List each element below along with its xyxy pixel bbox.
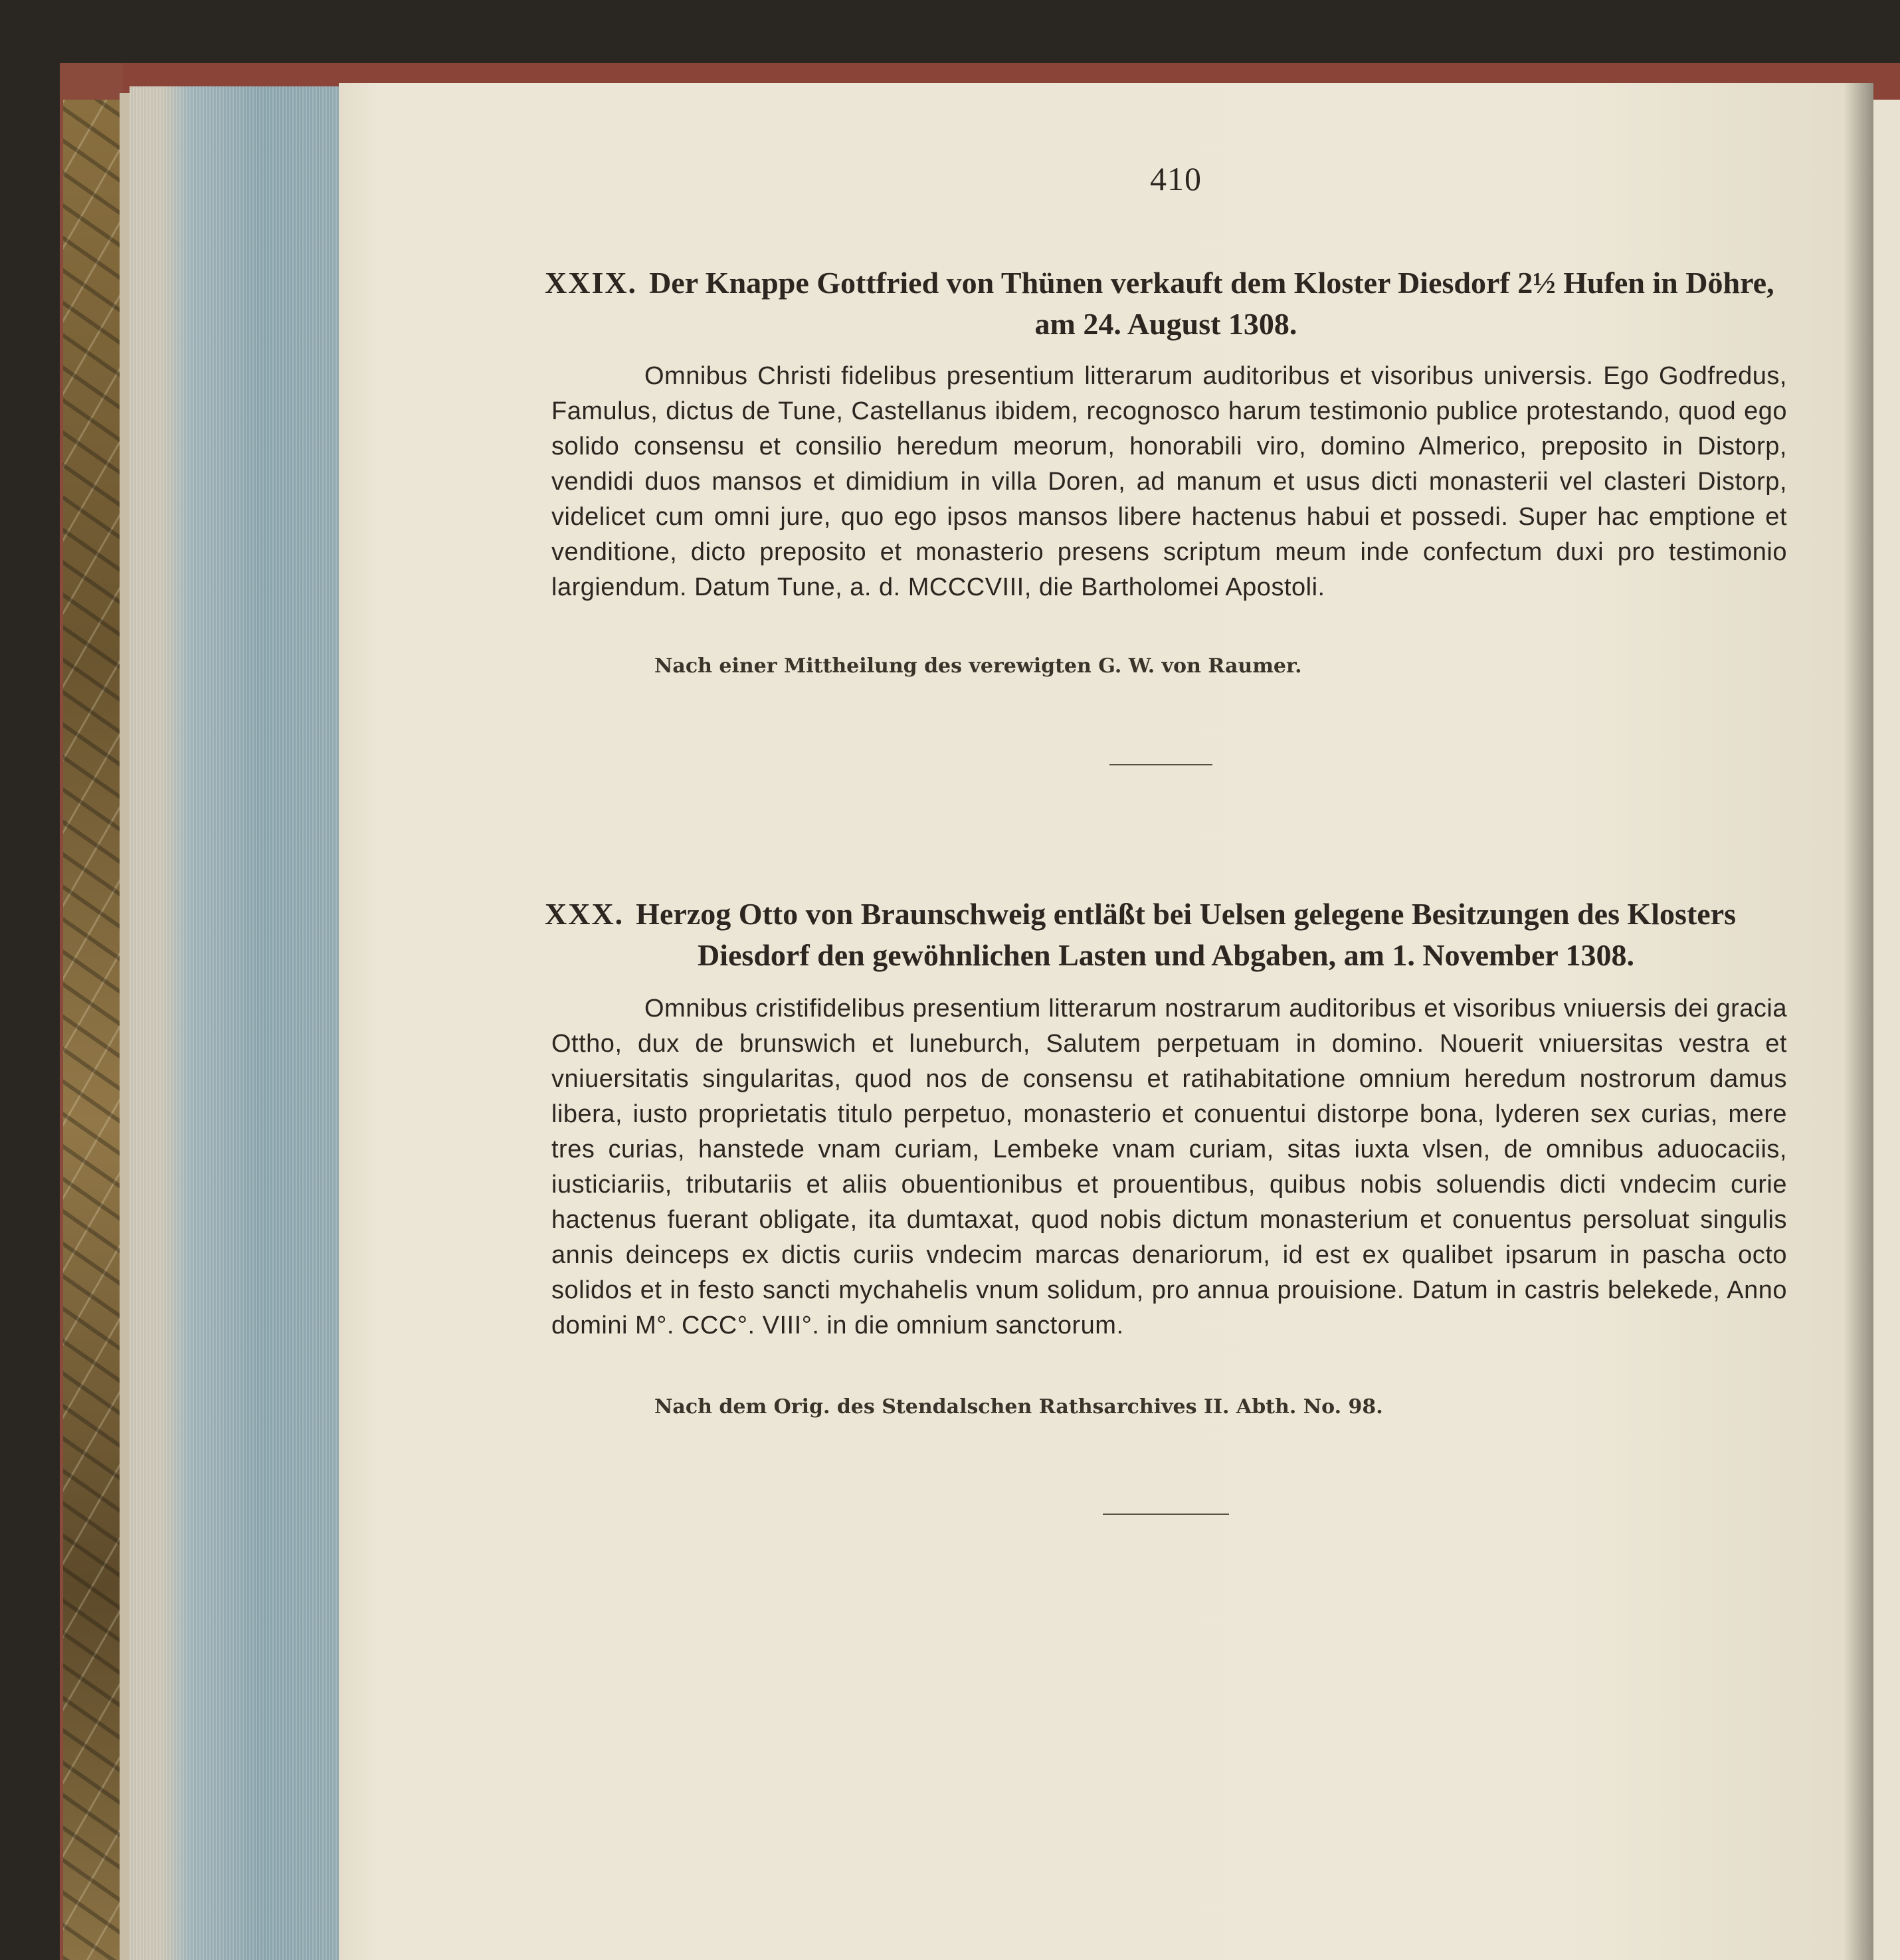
page-gutter	[1844, 83, 1873, 1960]
page-number: 410	[1150, 160, 1202, 197]
heading-line-1	[545, 262, 1787, 304]
document-date-line: am 24. August 1308.	[1034, 307, 1297, 341]
heading-line-1	[545, 894, 1787, 935]
document-heading-xxix	[545, 262, 1787, 345]
document-body-xxx: Omnibus cristifidelibus presentium litterarum nostrarum auditoribus et visoribus vniuersis dei gracia Ottho, dux de brunswich et luneburch, Salutem perpetuam in domino. Nouerit vniuersitas vestra et vniuersitatis singularitas, quod nos de consensu et ratihabitatione omnium heredum nostrorum damus libera, iusto proprietatis titulo perpetuo, monasterio et conuentui distorpe bona, lyderen sex curias, mere tres curias, hanstede vnam curiam, Lembeke vnam curiam, sitas iuxta vlsen, de omnibus aduocaciis, iusticiariis, tributariis et aliis obuentionibus et prouentibus, quibus nobis soluendis dicti vndecim curie hactenus fuerant obligate, ita dumtaxat, quod nobis dictum monasterium et conuentus persoluat singulis annis deinceps ex dictis curiis vndecim marcas denariorum, id est ex qualibet ipsarum in pascha octo solidos et in festo sancti mychahelis vnum solidum, pro annua prouisione. Datum in castris belekede, Anno domini M°. CCC°. VIII°. in die omnium sanctorum.	[551, 995, 1787, 1339]
section-divider	[1103, 1514, 1229, 1515]
document-body-xxix: Omnibus Christi fidelibus presentium litterarum auditoribus et visoribus universis. Ego Godfredus, Famulus, dictus de Tune, Castellanus ibidem, recognosco harum testimonio publice protestando, quod ego solido consensu et consilio heredum meorum, honorabili viro, domino Almerico, preposito in Distorp, vendidi duos mansos et dimidium in villa Doren, ad manum et usus dicti monasterii vel clasteri Distorp, videlicet cum omni jure, quo ego ipsos mansos libere hactenus habui et possedi. Super hac emptione et venditione, dicto preposito et monasterio presens scriptum meum inde confectum duxi pro testimonio largiendum. Datum Tune, a. d. MCCCVIII, die Bartholomei Apostoli.	[551, 362, 1787, 601]
document-number: XXIX.	[545, 266, 638, 300]
facing-page-edge	[1873, 100, 1900, 1960]
document-source-xxix: Nach einer Mittheilung des verewigten G. W. von Raumer.	[654, 654, 1302, 678]
document-date-line: Diesdorf den gewöhnlichen Lasten und Abgaben, am 1. November 1308.	[698, 938, 1634, 972]
document-number: XXX.	[545, 897, 624, 931]
marbled-cover	[63, 100, 126, 1960]
cover-edge	[120, 93, 130, 1960]
document-title: Herzog Otto von Braunschweig entläßt bei Uelsen gelegene Besitzungen des Klosters	[636, 897, 1737, 931]
document-source-xxx: Nach dem Orig. des Stendalschen Rathsarchives II. Abth. No. 98.	[654, 1395, 1383, 1419]
section-divider	[1109, 764, 1212, 765]
document-heading-xxx	[545, 894, 1787, 976]
page-stack-edges	[130, 86, 339, 1960]
document-title: Der Knappe Gottfried von Thünen verkauft dem Kloster Diesdorf 2½ Hufen in Döhre,	[649, 266, 1774, 300]
